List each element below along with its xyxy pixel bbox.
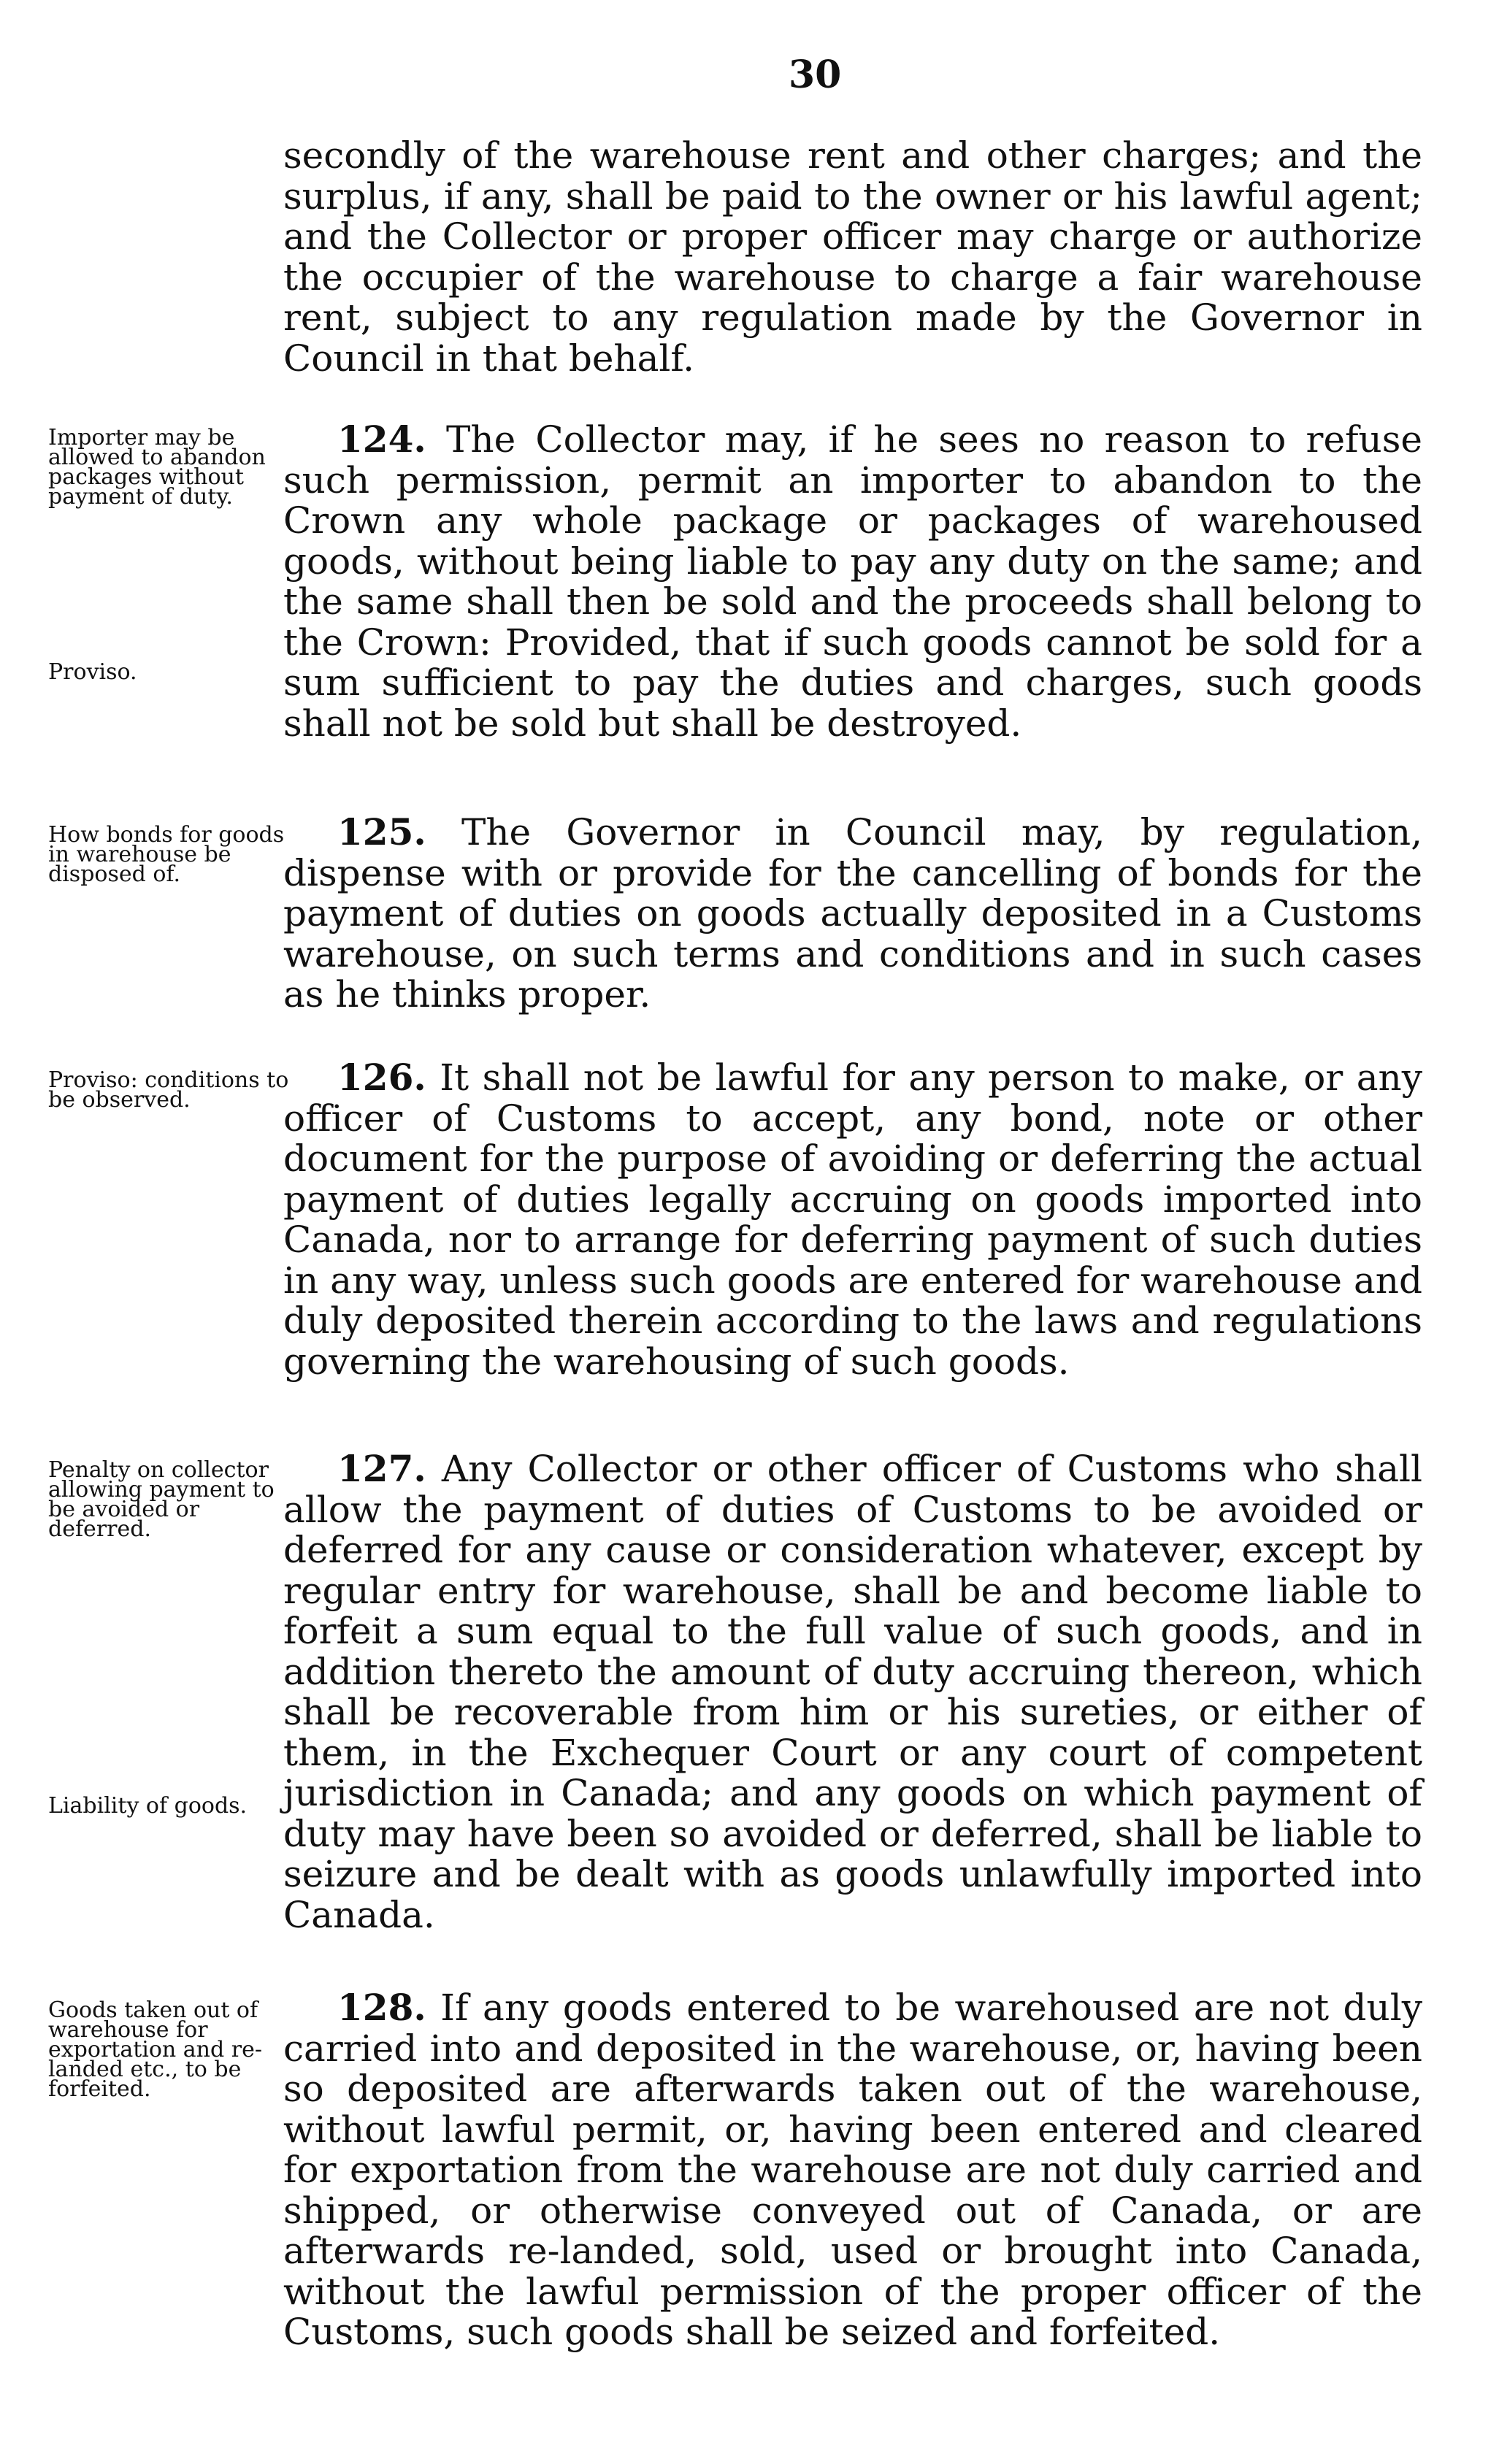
section-number-127: 127. bbox=[337, 1447, 426, 1490]
page-number: 30 bbox=[789, 53, 842, 97]
margin-note-125: How bonds for goods in warehouse be disposed of. bbox=[48, 822, 285, 887]
section-124 bbox=[283, 419, 1422, 744]
section-number-126: 126. bbox=[337, 1056, 426, 1099]
margin-note-127: Penalty on collector allowing payment to be avoided or deferred. bbox=[48, 1457, 275, 1542]
section-number-125: 125. bbox=[337, 810, 426, 853]
section-127 bbox=[283, 1448, 1422, 1935]
section-number-124: 124. bbox=[337, 418, 426, 461]
continuation-paragraph: secondly of the warehouse rent and other charges; and the surplus, if any, shall be paid to the owner or his lawful agent; and the Collector or proper officer may charge or authorize the occupier of the warehouse to charge a fair warehouse rent, subject to any regulation made by the Governor in Council in that behalf. bbox=[283, 134, 1422, 380]
margin-note-124: Importer may be allowed to abandon packages without payment of duty. bbox=[48, 425, 266, 510]
section-text-127: Any Collector or other officer of Customs who shall allow the payment of duties of Customs to be avoided or deferred for any cause or consideration whatever, except by regular entry for warehouse, shall be and become liable to forfeit a sum equal to the full value of such goods, and in addition thereto the amount of duty accruing thereon, which shall be recoverable from him or his sureties, or either of them, in the Exchequer Court or any court of competent jurisdiction in Canada; and any goods on which payment of duty may have been so avoided or deferred, shall be liable to seizure and be dealt with as goods unlawfully imported into Canada. bbox=[283, 1448, 1422, 1936]
section-text-124: The Collector may, if he sees no reason to refuse such permission, permit an importer to abandon to the Crown any whole package or packages of warehoused goods, without being liable to pay any duty on the same; and the same shall then be sold and the proceeds shall belong to the Crown: Provided, that if such goods cannot be sold for a sum sufficient to pay the duties and charges, such goods shall not be sold but shall be destroyed. bbox=[283, 418, 1422, 745]
proviso-note-124: Proviso. bbox=[48, 659, 137, 685]
section-number-128: 128. bbox=[337, 1986, 426, 2029]
section-text-128: If any goods entered to be warehoused are not duly carried into and deposited in the warehouse, or, having been so deposited are afterwards taken out of the warehouse, without lawful permit, or, having been entered and cleared for exportation from the warehouse are not duly carried and shipped, or otherwise conveyed out of Canada, or are afterwards re-landed, sold, used or brought into Canada, without the lawful permission of the proper officer of the Customs, such goods shall be seized and forfeited. bbox=[283, 1987, 1422, 2353]
section-125 bbox=[283, 812, 1422, 1016]
section-126 bbox=[283, 1057, 1422, 1382]
section-text-125: The Governor in Council may, by regulation, dispense with or provide for the cancelling of bonds for the payment of duties on goods actually deposited in a Customs warehouse, on such terms and conditions and in such cases as he thinks proper. bbox=[283, 811, 1422, 1016]
margin-note-128: Goods taken out of warehouse for exportation and re-landed etc., to be forfeited. bbox=[48, 1997, 262, 2102]
margin-note-126: Proviso: conditions to be observed. bbox=[48, 1067, 289, 1113]
liability-note-127: Liability of goods. bbox=[48, 1793, 248, 1819]
section-128 bbox=[283, 1987, 1422, 2353]
section-text-126: It shall not be lawful for any person to make, or any officer of Customs to accept, any bond, note or other document for the purpose of avoiding or deferring the actual payment of duties legally accruing on goods imported into Canada, nor to arrange for deferring payment of such duties in any way, unless such goods are entered for warehouse and duly deposited therein according to the laws and regulations governing the warehousing of such goods. bbox=[283, 1056, 1422, 1383]
